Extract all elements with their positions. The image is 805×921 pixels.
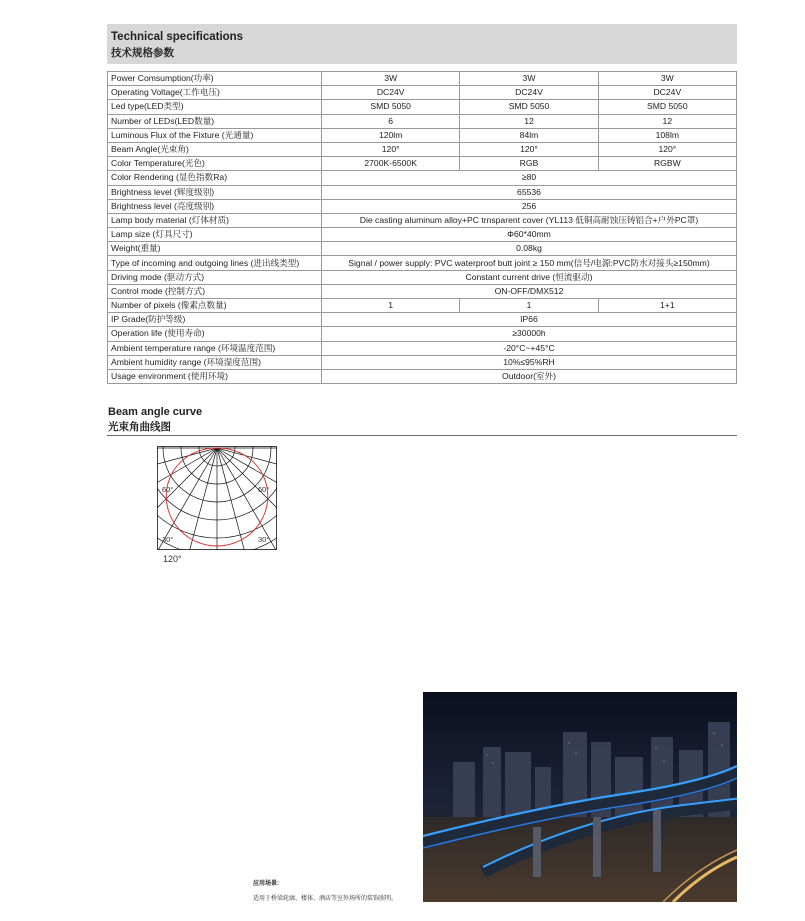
spec-value: 256 (322, 199, 737, 213)
spec-label: Weight(重量) (108, 242, 322, 256)
spec-value: 10%≤95%RH (322, 355, 737, 369)
angle-label-right-30: 30° (258, 535, 270, 544)
spec-value: SMD 5050 (598, 100, 736, 114)
spec-row (108, 228, 737, 242)
spec-value: 108lm (598, 128, 736, 142)
spec-row (108, 185, 737, 199)
spec-value: SMD 5050 (322, 100, 460, 114)
spec-label: Power Comsumption(功率) (108, 72, 322, 86)
spec-value: RGB (460, 157, 598, 171)
spec-value: 3W (598, 72, 736, 86)
spec-value: ON-OFF/DMX512 (322, 284, 737, 298)
spec-label: Color Temperature(光色) (108, 157, 322, 171)
spec-value: 6 (322, 114, 460, 128)
spec-label: Brightness level (亮度级别) (108, 199, 322, 213)
spec-label: Led type(LED类型) (108, 100, 322, 114)
spec-label: Color Rendering (显色指数Ra) (108, 171, 322, 185)
spec-label: Brightness level (辉度级别) (108, 185, 322, 199)
spec-label: Operating Voltage(工作电压) (108, 86, 322, 100)
spec-value: SMD 5050 (460, 100, 598, 114)
spec-label: Number of pixels (像素点数量) (108, 299, 322, 313)
spec-value: 120° (460, 142, 598, 156)
spec-row (108, 256, 737, 270)
application-photo (423, 692, 737, 902)
spec-title-zh: 技术规格参数 (111, 47, 174, 59)
spec-value: 3W (322, 72, 460, 86)
spec-row (108, 284, 737, 298)
beam-curve-title-zh: 光束角曲线图 (108, 421, 171, 433)
angle-label-right-60: 60° (258, 485, 270, 494)
spec-row (108, 355, 737, 369)
spec-label: Ambient humidity range (环境湿度范围) (108, 355, 322, 369)
application-note (253, 878, 397, 902)
spec-label: Lamp body material (灯体材质) (108, 213, 322, 227)
spec-row (108, 114, 737, 128)
application-heading: 应用场景: (253, 881, 279, 887)
spec-header-band (107, 24, 737, 64)
spec-row (108, 213, 737, 227)
spec-row (108, 142, 737, 156)
spec-title-en: Technical specifications (111, 31, 244, 43)
application-text: 适用于桥梁轮廓、楼体、酒店等室外场所的装饰照明。 (253, 896, 398, 902)
spec-value: DC24V (322, 86, 460, 100)
spec-value: 12 (598, 114, 736, 128)
polar-spoke (178, 448, 217, 550)
spec-value: DC24V (460, 86, 598, 100)
spec-label: Control mode (控制方式) (108, 284, 322, 298)
spec-row (108, 242, 737, 256)
beam-curve-title-en: Beam angle curve (108, 406, 203, 418)
spec-row (108, 299, 737, 313)
spec-value: DC24V (598, 86, 736, 100)
spec-row (108, 171, 737, 185)
spec-value: ≥30000h (322, 327, 737, 341)
spec-value: 65536 (322, 185, 737, 199)
spec-value: 1 (322, 299, 460, 313)
spec-row (108, 72, 737, 86)
spec-label: Lamp size (灯具尺寸) (108, 228, 322, 242)
polar-spoke (217, 448, 256, 550)
spec-table (107, 71, 737, 384)
spec-label: Type of incoming and outgoing lines (进出线类型) (108, 256, 322, 270)
section-divider (107, 435, 737, 436)
angle-label-left-30: 30° (162, 535, 174, 544)
spec-value: ≥80 (322, 171, 737, 185)
spec-value: Φ60*40mm (322, 228, 737, 242)
spec-value: IP66 (322, 313, 737, 327)
spec-row (108, 157, 737, 171)
spec-label: Operation life (使用寿命) (108, 327, 322, 341)
spec-label: Beam Angle(光束角) (108, 142, 322, 156)
spec-value: 84lm (460, 128, 598, 142)
spec-row (108, 128, 737, 142)
spec-value: 1 (460, 299, 598, 313)
spec-row (108, 341, 737, 355)
spec-value: Signal / power supply: PVC waterproof butt joint ≥ 150 mm(信号/电源:PVC防水对接头≥150mm) (322, 256, 737, 270)
angle-label-left-60: 60° (162, 485, 174, 494)
spec-label: Usage environment (使用环境) (108, 369, 322, 383)
spec-row (108, 369, 737, 383)
beam-polar-diagram (157, 446, 277, 550)
spec-label: Ambient temperature range (环境温度范围) (108, 341, 322, 355)
spec-value: 120lm (322, 128, 460, 142)
spec-row (108, 199, 737, 213)
spec-value: RGBW (598, 157, 736, 171)
spec-value: 120° (598, 142, 736, 156)
spec-label: Luminous Flux of the Fixture (光通量) (108, 128, 322, 142)
spec-row (108, 100, 737, 114)
spec-value: -20°C~+45°C (322, 341, 737, 355)
spec-value: 120° (322, 142, 460, 156)
spec-label: IP Grade(防护等级) (108, 313, 322, 327)
spec-value: 2700K-6500K (322, 157, 460, 171)
spec-row (108, 327, 737, 341)
spec-value: Die casting aluminum alloy+PC trnsparent cover (YL113 低铜高耐蚀压铸铝合+户外PC罩) (322, 213, 737, 227)
spec-label: Number of LEDs(LED数量) (108, 114, 322, 128)
spec-value: 12 (460, 114, 598, 128)
beam-angle-caption: 120° (163, 554, 182, 564)
spec-row (108, 270, 737, 284)
spec-value: 3W (460, 72, 598, 86)
spec-row (108, 86, 737, 100)
spec-value: 0.08kg (322, 242, 737, 256)
spec-value: 1+1 (598, 299, 736, 313)
spec-row (108, 313, 737, 327)
spec-label: Driving mode (驱动方式) (108, 270, 322, 284)
spec-value: Outdoor(室外) (322, 369, 737, 383)
beam-curve-heading (108, 406, 202, 434)
spec-value: Constant current drive (恒流驱动) (322, 270, 737, 284)
